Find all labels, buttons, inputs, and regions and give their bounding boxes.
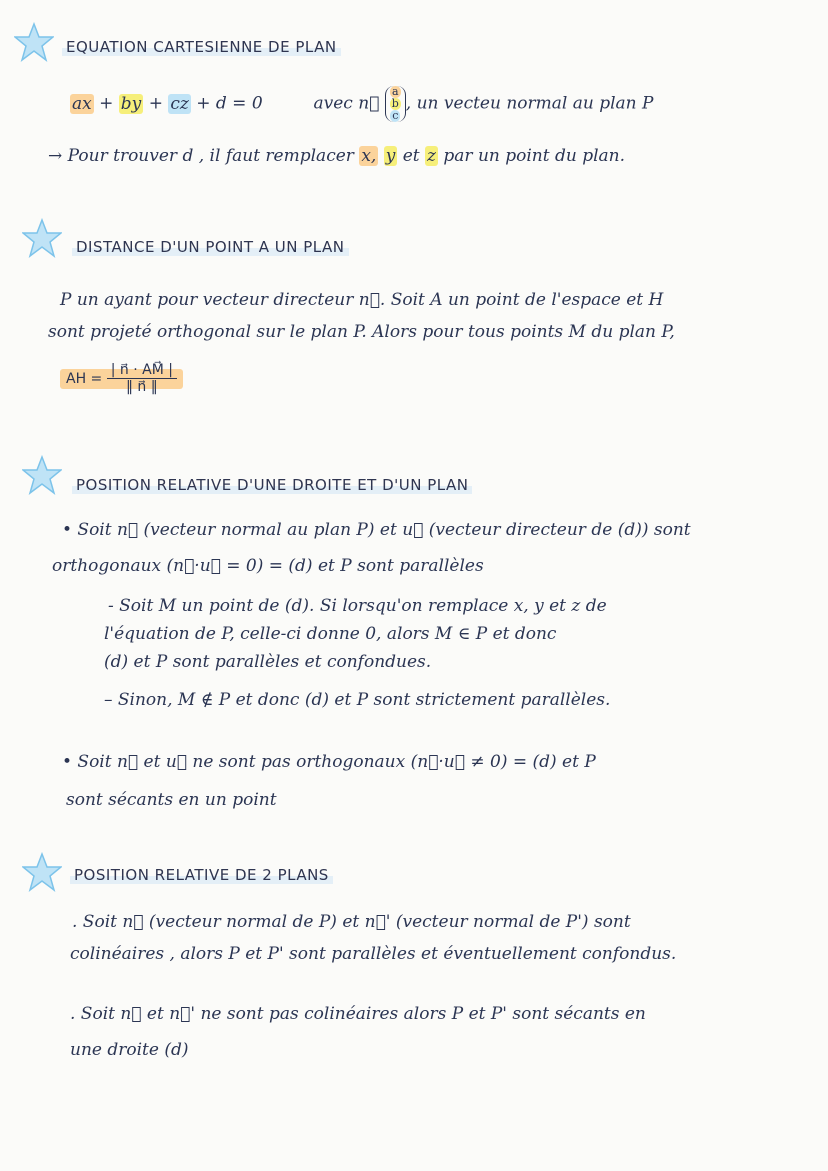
star-icon bbox=[22, 852, 62, 892]
section-heading-distance: DISTANCE D'UN POINT A UN PLAN bbox=[72, 238, 349, 256]
distance-formula bbox=[60, 362, 183, 395]
droite-plan-line-1: • Soit n⃗ (vecteur normal au plan P) et u⃗ (vecteur directeur de (d)) sont bbox=[62, 520, 691, 540]
droite-plan-line-5: (d) et P sont parallèles et confondues. bbox=[104, 652, 432, 672]
star-icon bbox=[22, 455, 62, 495]
section-heading-deux-plans: POSITION RELATIVE DE 2 PLANS bbox=[70, 866, 333, 884]
deux-plans-line-3: . Soit n⃗ et n⃗' ne sont pas colinéaires alors P et P' sont sécants en bbox=[70, 1004, 646, 1024]
droite-plan-line-6: – Sinon, M ∉ P et donc (d) et P sont strictement parallèles. bbox=[104, 690, 611, 710]
section-heading-droite-plan: POSITION RELATIVE D'UNE DROITE ET D'UN PLAN bbox=[72, 476, 472, 494]
distance-line-1: P un ayant pour vecteur directeur n⃗. Soit A un point de l'espace et H bbox=[60, 290, 664, 310]
find-d-line: → Pour trouver d , il faut remplacer x, y et z par un point du plan. bbox=[48, 146, 626, 166]
droite-plan-line-2: orthogonaux (n⃗·u⃗ = 0) = (d) et P sont parallèles bbox=[52, 556, 484, 576]
droite-plan-line-7: • Soit n⃗ et u⃗ ne sont pas orthogonaux (n⃗·u⃗ ≠ 0) = (d) et P bbox=[62, 752, 596, 772]
deux-plans-line-1: . Soit n⃗ (vecteur normal de P) et n⃗' (vecteur normal de P') sont bbox=[72, 912, 631, 932]
star-icon bbox=[22, 218, 62, 258]
star-icon bbox=[14, 22, 54, 62]
formula-highlight: AH = $\frac{| n⃗ \cdot AM⃗ |}{‖ n⃗ ‖}$ bbox=[60, 369, 183, 389]
normal-vector-matrix: a b c bbox=[385, 86, 406, 122]
deux-plans-line-4: une droite (d) bbox=[70, 1040, 189, 1060]
distance-line-2: sont projeté orthogonal sur le plan P. Alors pour tous points M du plan P, bbox=[48, 322, 675, 342]
equation-line: ax + by + cz + d = 0 avec n⃗ a b c , un vecteu normal au plan P bbox=[72, 85, 654, 122]
droite-plan-line-3: - Soit M un point de (d). Si lorsqu'on remplace x, y et z de bbox=[108, 596, 607, 616]
section-heading-equation: EQUATION CARTESIENNE DE PLAN bbox=[62, 38, 341, 56]
deux-plans-line-2: colinéaires , alors P et P' sont parallèles et éventuellement confondus. bbox=[70, 944, 677, 964]
droite-plan-line-4: l'équation de P, celle-ci donne 0, alors M ∈ P et donc bbox=[104, 624, 557, 644]
droite-plan-line-8: sont sécants en un point bbox=[66, 790, 277, 810]
